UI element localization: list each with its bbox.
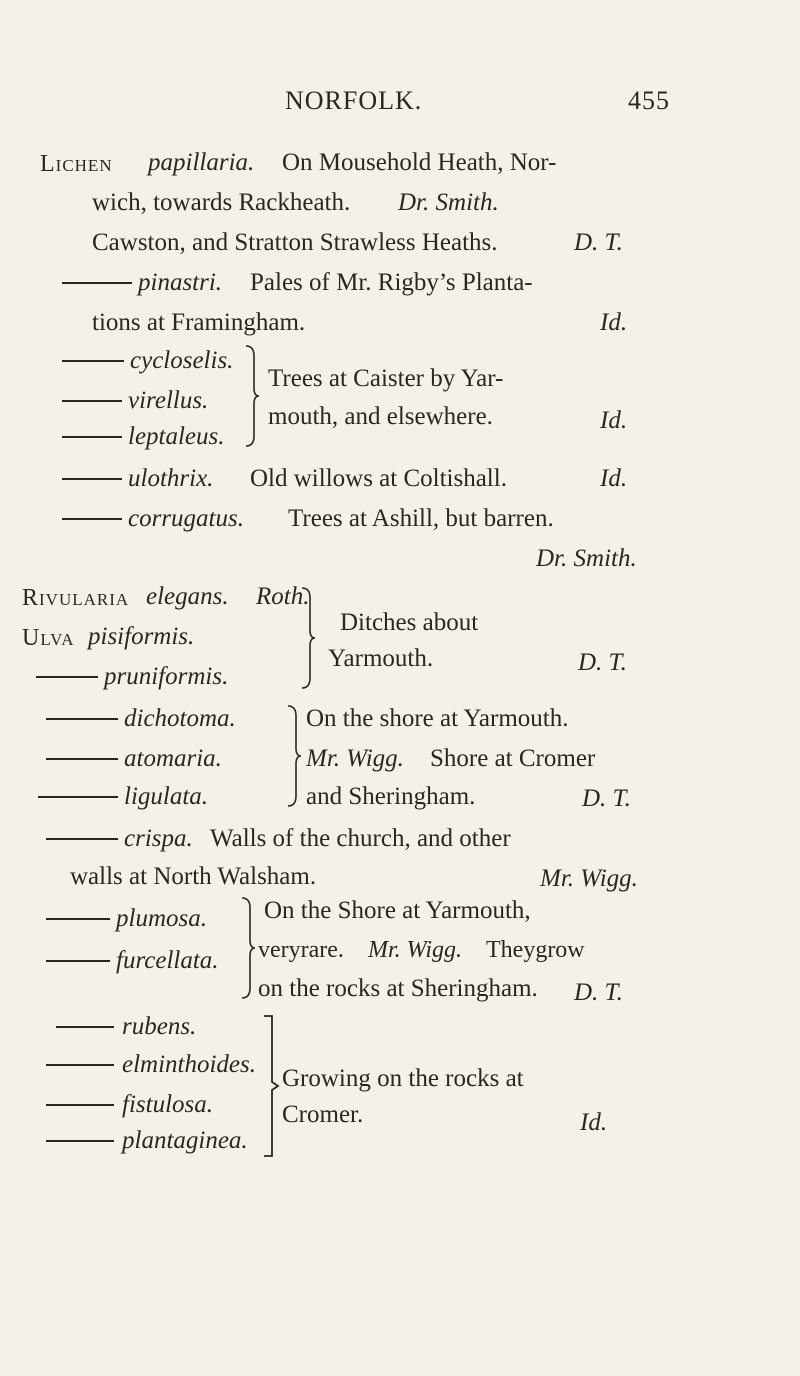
authority: Mr. Wigg. <box>306 745 404 772</box>
authority: D. T. <box>582 785 631 812</box>
species-elegans: elegans. <box>146 583 229 610</box>
habitat-text: Trees at Ashill, but barren. <box>288 505 554 532</box>
habitat-text: wich, towards Rackheath. <box>92 189 351 216</box>
habitat-text: walls at North Walsham. <box>70 863 317 890</box>
genus-rivularia: Rivularia <box>22 585 130 611</box>
authority: Id. <box>580 1109 608 1136</box>
habitat-text: Trees at Caister by Yar- <box>268 365 504 392</box>
habitat-text: mouth, and elsewhere. <box>268 403 493 430</box>
authority: D. T. <box>578 649 627 676</box>
ditto-dash <box>46 960 110 962</box>
habitat-text: On Mousehold Heath, Nor- <box>282 149 557 176</box>
habitat-text: On the shore at Yarmouth. <box>306 705 569 732</box>
ditto-dash <box>46 718 118 720</box>
habitat-text: tions at Framingham. <box>92 309 306 336</box>
brace-icon <box>262 1014 280 1158</box>
ditto-dash <box>46 918 110 920</box>
ditto-dash <box>46 1140 114 1142</box>
habitat-text: Pales of Mr. Rigby’s Planta- <box>250 269 533 296</box>
species-papillaria: papillaria. <box>148 149 255 176</box>
ditto-dash <box>62 518 122 520</box>
authority: D. T. <box>574 979 623 1006</box>
species-pinastri: pinastri. <box>138 269 223 296</box>
page-number: 455 <box>628 86 670 115</box>
habitat-text: Growing on the rocks at <box>282 1065 524 1092</box>
species-cycloselis: cycloselis. <box>130 347 234 374</box>
ditto-dash <box>62 436 122 438</box>
species-plumosa: plumosa. <box>116 905 207 932</box>
brace-icon <box>300 586 316 690</box>
habitat-text: Cawston, and Stratton Strawless Heaths. <box>92 229 498 256</box>
genus-lichen: Lichen <box>40 151 113 177</box>
brace-icon <box>244 344 260 448</box>
authority: Id. <box>600 407 628 434</box>
habitat-text: Yarmouth. <box>328 645 434 672</box>
habitat-text: on the rocks at Sheringham. <box>258 975 538 1002</box>
authority: Mr. Wigg. <box>540 865 638 892</box>
ditto-dash <box>46 758 118 760</box>
species-ligulata: ligulata. <box>124 783 209 810</box>
species-furcellata: furcellata. <box>116 947 219 974</box>
species-pruniformis: pruniformis. <box>104 663 229 690</box>
ditto-dash <box>38 796 118 798</box>
ditto-dash <box>46 838 118 840</box>
ditto-dash <box>62 282 132 284</box>
species-corrugatus: corrugatus. <box>128 505 244 532</box>
habitat-text: Theygrow <box>486 937 585 963</box>
habitat-text: On the Shore at Yarmouth, <box>264 897 531 924</box>
habitat-text: Walls of the church, and other <box>210 825 511 852</box>
authority: Id. <box>600 465 628 492</box>
authority: Roth. <box>256 583 310 610</box>
ditto-dash <box>62 360 124 362</box>
species-atomaria: atomaria. <box>124 745 222 772</box>
ditto-dash <box>46 1104 114 1106</box>
species-elminthoides: elminthoides. <box>122 1051 257 1078</box>
species-plantaginea: plantaginea. <box>122 1127 248 1154</box>
authority: Dr. Smith. <box>536 545 637 572</box>
species-fistulosa: fistulosa. <box>122 1091 213 1118</box>
authority: Dr. Smith. <box>398 189 499 216</box>
species-crispa: crispa. <box>124 825 193 852</box>
species-pisiformis: pisiformis. <box>88 623 195 650</box>
habitat-text: Old willows at Coltishall. <box>250 465 507 492</box>
genus-ulva: Ulva <box>22 625 75 651</box>
habitat-text: Ditches about <box>340 609 479 636</box>
habitat-text: and Sheringham. <box>306 783 476 810</box>
habitat-text: veryrare. <box>258 937 344 963</box>
ditto-dash <box>46 1064 114 1066</box>
species-dichotoma: dichotoma. <box>124 705 236 732</box>
ditto-dash <box>36 676 98 678</box>
ditto-dash <box>62 478 122 480</box>
habitat-text: Cromer. <box>282 1101 364 1128</box>
species-virellus: virellus. <box>128 387 209 414</box>
species-leptaleus: leptaleus. <box>128 423 225 450</box>
species-ulothrix: ulothrix. <box>128 465 214 492</box>
ditto-dash <box>62 400 122 402</box>
brace-icon <box>286 704 302 808</box>
species-rubens: rubens. <box>122 1013 197 1040</box>
authority: D. T. <box>574 229 623 256</box>
page-title: NORFOLK. <box>285 86 423 115</box>
brace-icon <box>240 896 256 1000</box>
authority: Mr. Wigg. <box>368 937 463 963</box>
authority: Id. <box>600 309 628 336</box>
habitat-text: Shore at Cromer <box>430 745 596 772</box>
ditto-dash <box>56 1026 114 1028</box>
